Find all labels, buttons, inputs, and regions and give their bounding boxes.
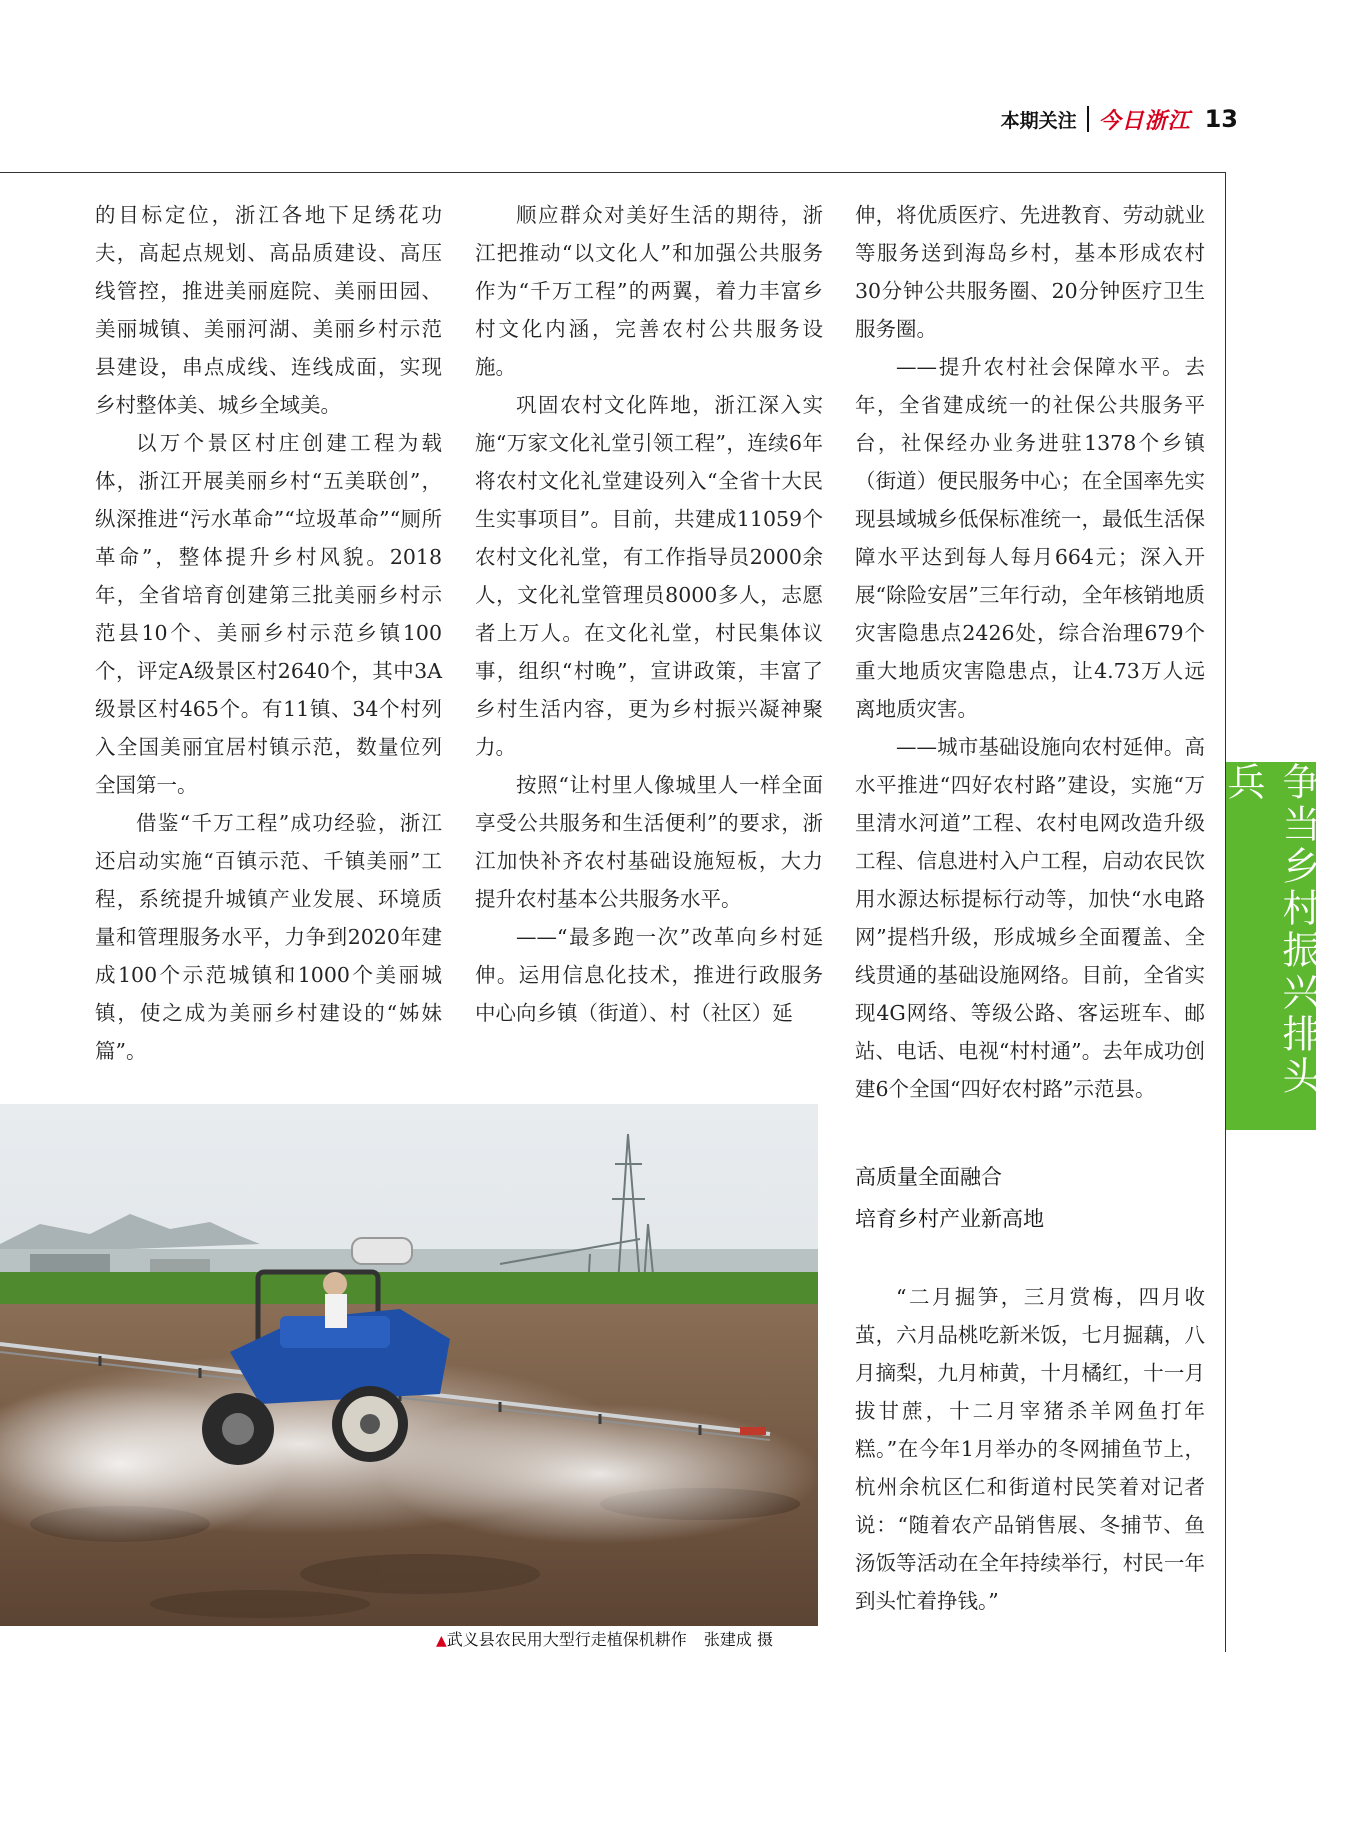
paragraph: ——城市基础设施向农村延伸。高水平推进“四好农村路”建设，实施“万里清水河道”工程、农村电网改造升级工程、信息进村入户工程，启动农民饮用水源达标提标行动等，加快“水电路网”提档升级，形成城乡全面覆盖、全线贯通的基础设施网络。目前，全省实现4G网络、等级公路、客运班车、邮站、电话、电视“村村通”。去年成功创建6个全国“四好农村路”示范县。 <box>855 735 1205 1101</box>
paragraph: ——提升农村社会保障水平。去年，全省建成统一的社保公共服务平台，社保经办业务进驻1378个乡镇（街道）便民服务中心；在全国率先实现县域城乡低保标准统一，最低生活保障水平达到每人每月664元；深入开展“除险安居”三年行动，全年核销地质灾害隐患点2426处，综合治理679个重大地质灾害隐患点，让4.73万人远离地质灾害。 <box>855 355 1205 721</box>
header-divider <box>1087 106 1089 132</box>
section-subheading <box>855 1156 1205 1240</box>
paragraph: ——“最多跑一次”改革向乡村延伸。运用信息化技术，推进行政服务中心向乡镇（街道）、村（社区）延 <box>475 925 823 1025</box>
text-column-3 <box>855 196 1205 1620</box>
magazine-logo: 今日浙江 <box>1098 107 1191 134</box>
side-tab-label: 争当乡村振兴排头兵 <box>1221 762 1320 1098</box>
caption-triangle-icon: ▲ <box>436 1633 447 1649</box>
page-header <box>1001 104 1238 134</box>
farm-photo <box>0 1104 818 1626</box>
subheading-line-1: 高质量全面融合 <box>855 1165 1002 1189</box>
text-column-1 <box>95 196 442 1070</box>
top-rule <box>0 172 1225 173</box>
subheading-line-2: 培育乡村产业新高地 <box>855 1207 1044 1231</box>
caption-text: 武义县农民用大型行走植保机耕作 <box>446 1630 687 1649</box>
paragraph: 伸，将优质医疗、先进教育、劳动就业等服务送到海岛乡村，基本形成农村30分钟公共服务圈、20分钟医疗卫生服务圈。 <box>855 203 1205 341</box>
paragraph: 的目标定位，浙江各地下足绣花功夫，高起点规划、高品质建设、高压线管控，推进美丽庭院、美丽田园、美丽城镇、美丽河湖、美丽乡村示范县建设，串点成线、连线成面，实现乡村整体美、城乡全域美。 <box>95 203 442 417</box>
photo-caption <box>0 1626 818 1654</box>
paragraph: 巩固农村文化阵地，浙江深入实施“万家文化礼堂引领工程”，连续6年将农村文化礼堂建设列入“全省十大民生实事项目”。目前，共建成11059个农村文化礼堂，有工作指导员2000余人，文化礼堂管理员8000多人，志愿者上万人。在文化礼堂，村民集体议事，组织“村晚”，宣讲政策，丰富了乡村生活内容，更为乡村振兴凝神聚力。 <box>475 393 823 759</box>
text-column-2 <box>475 196 823 1032</box>
paragraph: 以万个景区村庄创建工程为载体，浙江开展美丽乡村“五美联创”，纵深推进“污水革命”“垃圾革命”“厕所革命”，整体提升乡村风貌。2018年，全省培育创建第三批美丽乡村示范县10个、美丽乡村示范乡镇100个，评定A级景区村2640个，其中3A级景区村465个。有11镇、34个村列入全国美丽宜居村镇示范，数量位列全国第一。 <box>95 431 442 797</box>
page-number: 13 <box>1204 105 1238 133</box>
section-side-tab <box>1221 762 1320 1130</box>
paragraph: 按照“让村里人像城里人一样全面享受公共服务和生活便利”的要求，浙江加快补齐农村基础设施短板，大力提升农村基本公共服务水平。 <box>475 773 823 911</box>
paragraph: “二月掘笋，三月赏梅，四月收茧，六月品桃吃新米饭，七月掘藕，八月摘梨，九月柿黄，十月橘红，十一月拔甘蔗，十二月宰猪杀羊网鱼打年糕。”在今年1月举办的冬网捕鱼节上，杭州余杭区仁和街道村民笑着对记者说：“随着农产品销售展、冬捕节、鱼汤饭等活动在全年持续举行，村民一年到头忙着挣钱。” <box>855 1285 1205 1613</box>
tractor-spraying-illustration <box>0 1104 818 1626</box>
paragraph: 顺应群众对美好生活的期待，浙江把推动“以文化人”和加强公共服务作为“千万工程”的两翼，着力丰富乡村文化内涵，完善农村公共服务设施。 <box>475 203 823 379</box>
section-title: 本期关注 <box>1000 109 1077 132</box>
photo-credit: 张建成 摄 <box>703 1630 773 1649</box>
paragraph: 借鉴“千万工程”成功经验，浙江还启动实施“百镇示范、千镇美丽”工程，系统提升城镇产业发展、环境质量和管理服务水平，力争到2020年建成100个示范城镇和1000个美丽城镇，使之成为美丽乡村建设的“姊妹篇”。 <box>95 811 442 1063</box>
